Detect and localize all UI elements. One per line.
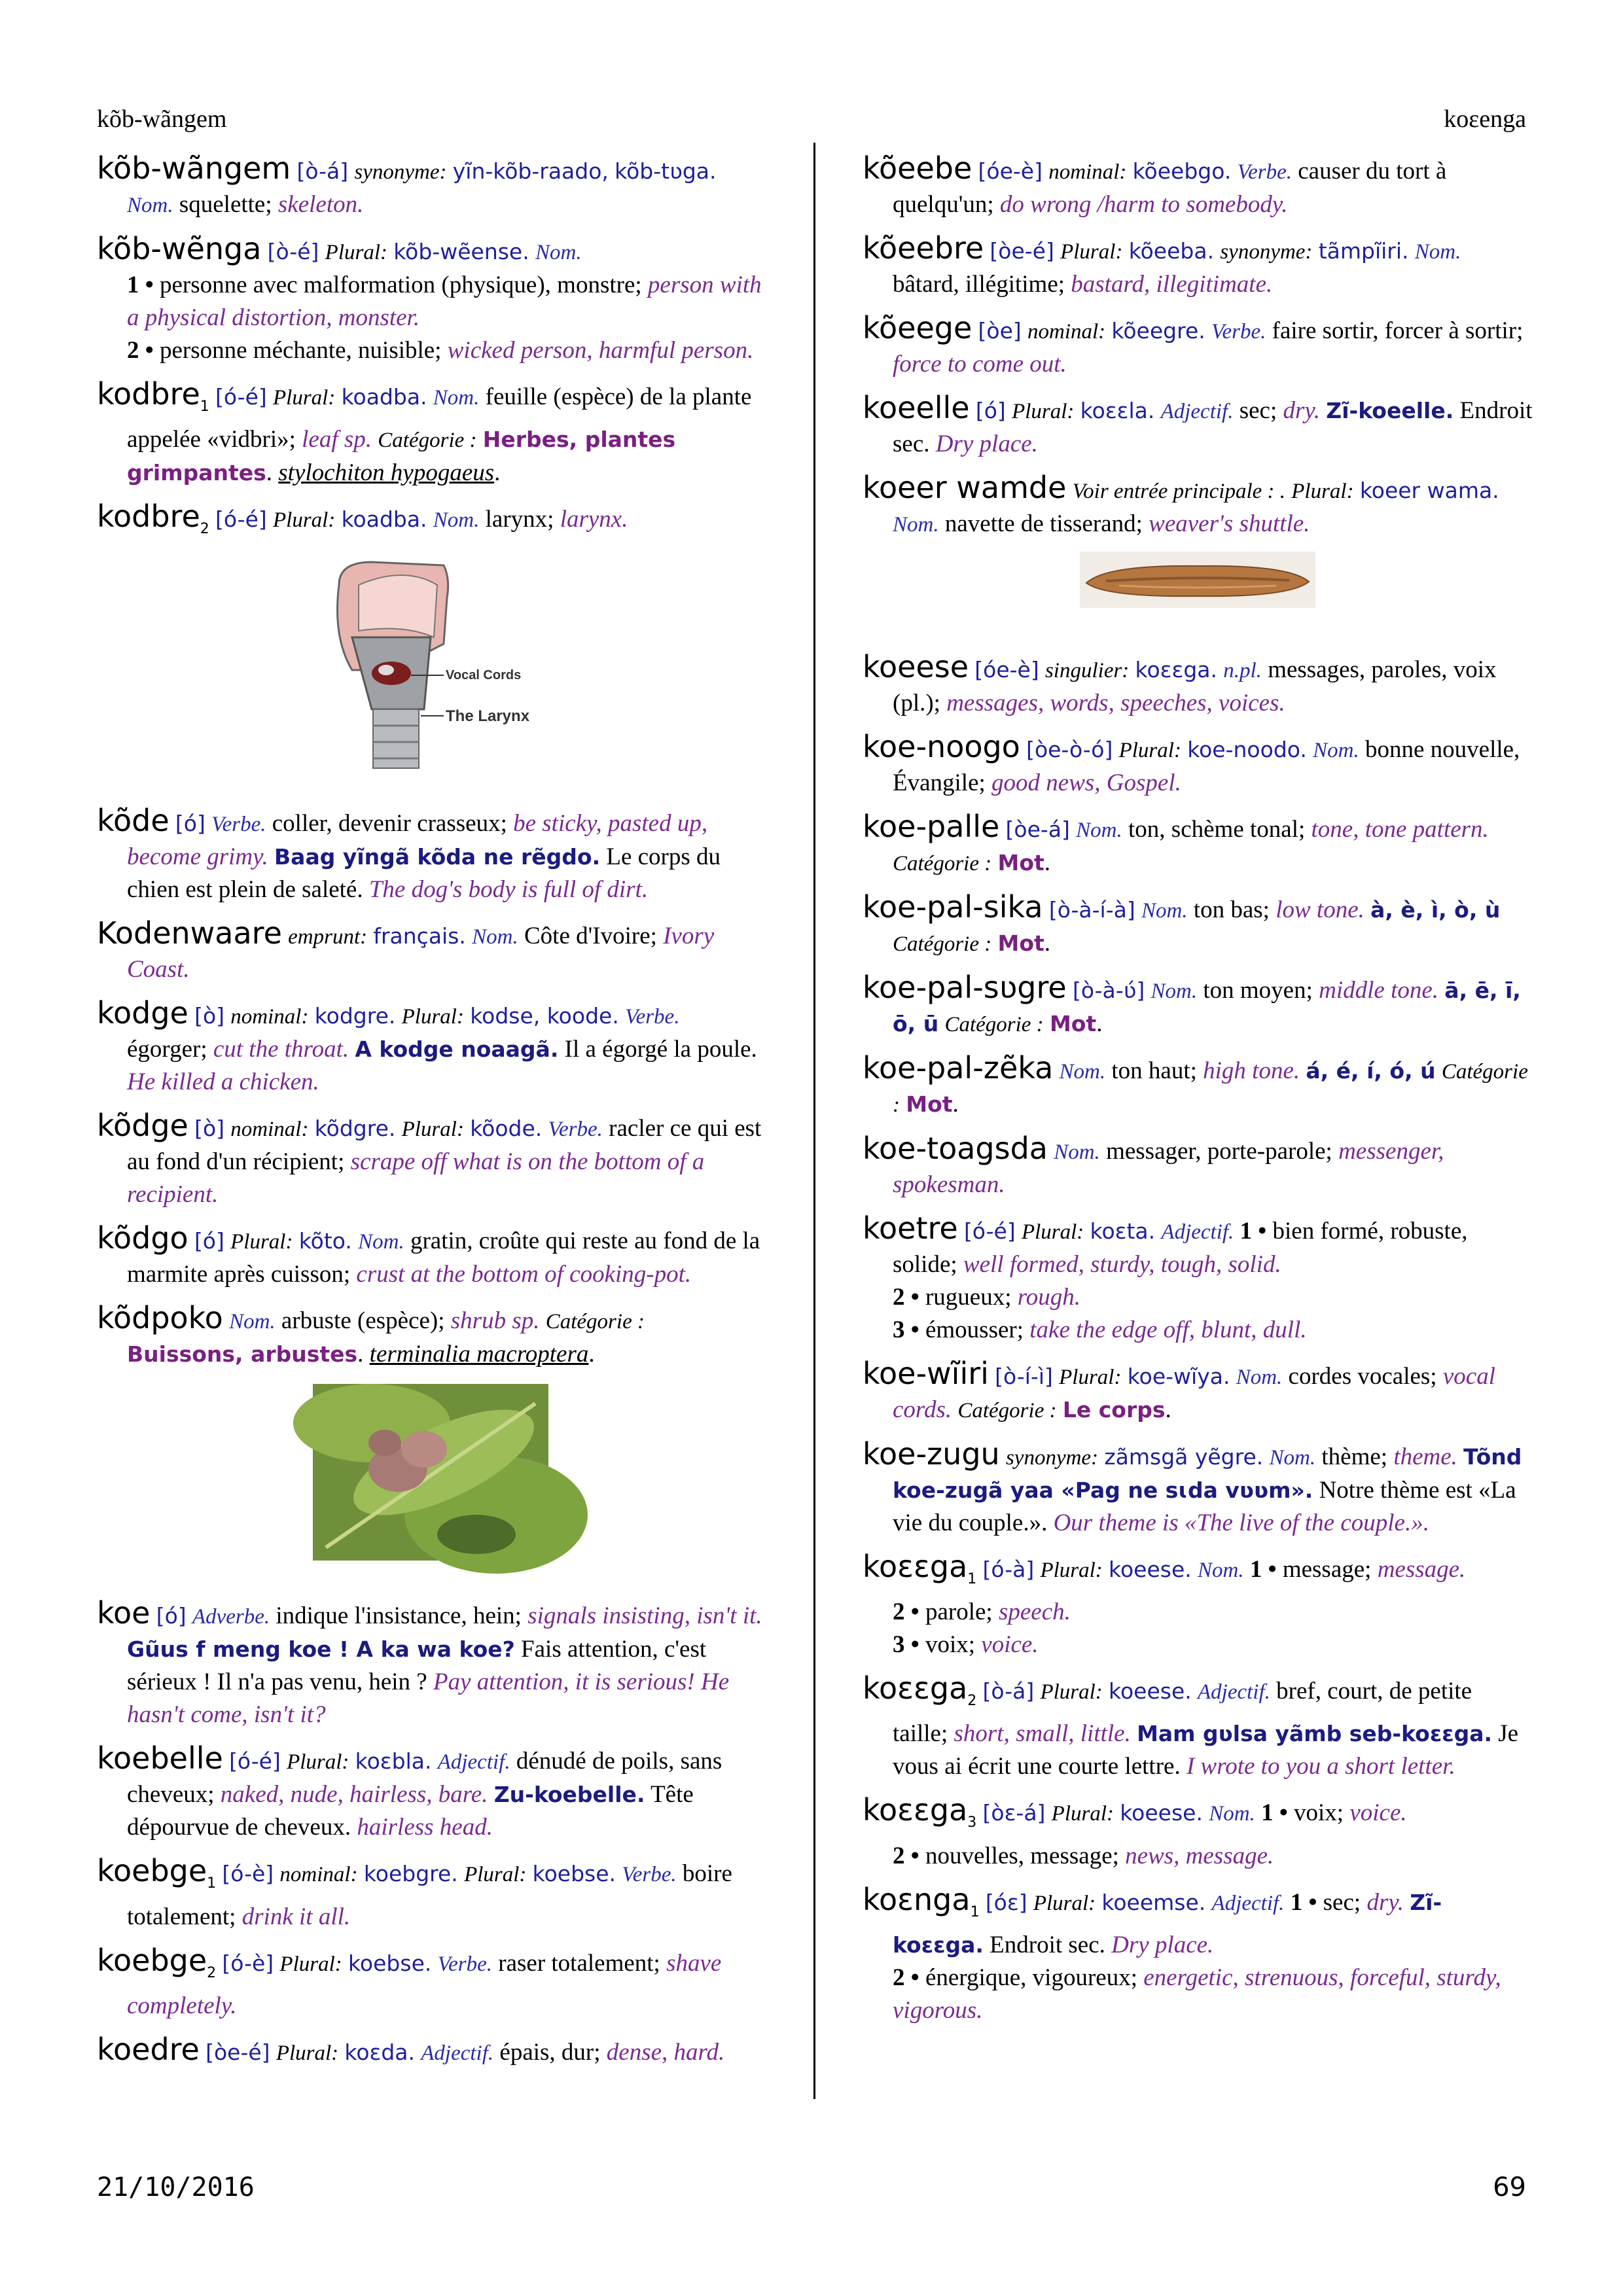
sense: 3 • voix; voice. xyxy=(893,1631,1039,1659)
category-link[interactable]: Herbes, plantes grimpantes xyxy=(127,427,676,486)
category-link[interactable]: Buissons, arbustes xyxy=(127,1341,358,1368)
headword: koeelle xyxy=(863,390,970,425)
headword: koe-toagsda xyxy=(863,1131,1048,1166)
shrub-image xyxy=(313,1384,548,1561)
headword: koɛɛga$_1$ xyxy=(863,1549,977,1588)
headword: kõdgo xyxy=(97,1220,188,1256)
headword: koɛɛga$_2$ xyxy=(863,1670,977,1710)
sense: 2 • parole; speech. xyxy=(893,1598,1071,1626)
category-link[interactable]: Mot xyxy=(997,850,1044,875)
category-link[interactable]: Mot xyxy=(1049,1011,1097,1036)
headword: koetre xyxy=(863,1210,958,1246)
entry-koeega-3: koɛɛga$_3$ [òɛ-á] Plural: koeese. Nom. 1 • voix; voice. 2 • nouvelles, message; news, message. xyxy=(863,1793,1533,1872)
headword: koedre xyxy=(97,2031,200,2067)
entry-koe-wiiri: koe-wĩiri [ò-í-ì] Plural: koe-wĩya. Nom. cordes vocales; vocal cords. Catégorie : Le corps. xyxy=(863,1356,1495,1423)
headword: kõb-wẽnga xyxy=(97,231,262,266)
entry-koe-palle: koe-palle [òe-á] Nom. ton, schème tonal; tone, tone pattern. Catégorie : Mot. xyxy=(863,809,1489,876)
headword: kodbre$_1$ xyxy=(97,376,209,415)
entry-kodge-2: kõdge [ò] nominal: kõdgre. Plural: kõode. Verbe. racler ce qui est au fond d'un récipient; scrape off what is on the bottom of a recipient. xyxy=(97,1108,762,1209)
entry-koebge-1: koebge$_1$ [ó-è] nominal: koebgre. Plural: koebse. Verbe. boire totalement; drink it all. xyxy=(97,1853,732,1930)
headword: koe-palle xyxy=(863,809,1000,844)
entry-koe-noogo: koe-noogo [òe-ò-ó] Plural: koe-noodo. Nom. bonne nouvelle, Évangile; good news, Gospel. xyxy=(863,729,1520,796)
larynx-illustration xyxy=(313,559,764,778)
headword: koe-pal-zẽka xyxy=(863,1050,1054,1086)
headword: kõb-wãngem xyxy=(97,150,291,186)
entry-koeege: kõeege [òe] nominal: kõeegre. Verbe. faire sortir, forcer à sortir; force to come out. xyxy=(863,310,1524,378)
column-divider xyxy=(813,143,815,2099)
headword: kõde xyxy=(97,803,169,839)
headword: koeese xyxy=(863,649,969,684)
headword: koebge$_2$ xyxy=(97,1942,217,1981)
headword: koe-noogo xyxy=(863,729,1020,764)
header-first-word: kõb-wãngem xyxy=(97,105,227,133)
headword: koe-wĩiri xyxy=(863,1356,989,1391)
headword: Kodenwaare xyxy=(97,915,282,951)
entry-koedre: koedre [òe-é] Plural: koɛda. Adjectif. épais, dur; dense, hard. xyxy=(97,2031,725,2067)
label-larynx: The Larynx xyxy=(446,707,530,726)
sense: 3 • émousser; take the edge off, blunt, dull. xyxy=(893,1316,1307,1343)
entry-koe: koe [ó] Adverbe. indique l'insistance, hein; signals insisting, isn't it. Gũus f meng koe ! A ka wa koe? Fais attention, c'est sérieux ! Il n'a pas venu, hein ? Pay attention, it is serious! He hasn't come, isn't it? xyxy=(97,1595,762,1729)
entry-kodenwaare: Kodenwaare emprunt: français. Nom. Côte d'Ivoire; Ivory Coast. xyxy=(97,915,715,983)
print-date: 21/10/2016 xyxy=(97,2172,255,2202)
sense: 2 • rugueux; rough. xyxy=(893,1284,1081,1311)
headword: kõeebre xyxy=(863,230,984,266)
entry-koe-toagsda: koe-toagsda Nom. messager, porte-parole; messenger, spokesman. xyxy=(863,1131,1444,1198)
category-link[interactable]: Mot xyxy=(906,1091,953,1117)
headword: kõeebe xyxy=(863,150,972,186)
entry-kob-wenga: kõb-wẽnga [ò-é] Plural: kõb-wẽense. Nom. 1 • personne avec malformation (physique), monstre; person with a physical distortion, monster. 2 • personne méchante, nuisible; wicked person, harmful person. xyxy=(97,232,764,367)
entry-kodbre-1: kodbre$_1$ [ó-é] Plural: koadba. Nom. feuille (espèce) de la plante appelée «vidbri»; leaf sp. Catégorie : Herbes, plantes grimpantes. stylochiton hypogaeus. xyxy=(97,376,752,487)
left-column xyxy=(97,152,764,2080)
entry-koenga-1: koɛnga$_1$ [óɛ] Plural: koeemse. Adjectif. 1 • sec; dry. Zĩ-koɛɛga. Endroit sec. Dry place. 2 • énergique, vigoureux; energetic, strenuous, forceful, sturdy, vigorous. xyxy=(863,1883,1533,2027)
entry-kodbre-2: kodbre$_2$ [ó-é] Plural: koadba. Nom. larynx; larynx. xyxy=(97,499,628,538)
page-header xyxy=(97,105,1526,144)
entry-koeese: koeese [óe-è] singulier: koɛɛga. n.pl. messages, paroles, voix (pl.); messages, words, speeches, voices. xyxy=(863,649,1497,716)
headword: koebelle xyxy=(97,1740,223,1776)
entry-kodgo: kõdgo [ó] Plural: kõto. Nom. gratin, croûte qui reste au fond de la marmite après cuisson; crust at the bottom of cooking-pot. xyxy=(97,1220,760,1288)
headword: koe-zugu xyxy=(863,1436,1000,1472)
headword: kõdge xyxy=(97,1108,188,1144)
page-number: 69 xyxy=(1493,2172,1526,2202)
entry-koebelle: koebelle [ó-é] Plural: koɛbla. Adjectif. dénudé de poils, sans cheveux; naked, nude, hairless, bare. Zu-koebelle. Tête dépourvue de cheveux. hairless head. xyxy=(97,1740,722,1841)
label-vocal-cords: Vocal Cords xyxy=(446,668,522,683)
category-link[interactable]: Le corps xyxy=(1062,1397,1166,1422)
sense: 2 • énergique, vigoureux; energetic, strenuous, forceful, sturdy, vigorous. xyxy=(893,1964,1501,2024)
larynx-image xyxy=(313,559,530,775)
entry-kodge: kodge [ò] nominal: kodgre. Plural: kodse, koode. Verbe. égorger; cut the throat. A kodge noaagã. Il a égorgé la poule. He killed a chicken. xyxy=(97,995,757,1096)
headword: kodbre$_2$ xyxy=(97,499,209,538)
sense: 1 • personne avec malformation (physique), monstre; person with a physical distortion, monster. xyxy=(127,272,762,331)
entry-koeebre: kõeebre [òe-é] Plural: kõeeba. synonyme: tãmpĩiri. Nom. bâtard, illégitime; bastard, illegitimate. xyxy=(863,230,1461,298)
header-last-word: koɛenga xyxy=(1444,105,1526,133)
shuttle-photo xyxy=(1080,552,1533,611)
headword: koɛɛga$_3$ xyxy=(863,1792,977,1831)
entry-koe-pal-sugre: koe-pal-sʋgre [ò-à-ʋ́] Nom. ton moyen; middle tone. ā, ē, ī, ō, ū Catégorie : Mot. xyxy=(863,970,1521,1037)
category-link[interactable]: Mot xyxy=(997,930,1044,956)
entry-koe-pal-sika: koe-pal-sika [ò-à-í-à] Nom. ton bas; low tone. à, è, ì, ò, ù Catégorie : Mot. xyxy=(863,889,1501,957)
sense: 2 • personne méchante, nuisible; wicked person, harmful person. xyxy=(127,337,754,364)
entry-kob-wangem: kõb-wãngem [ò-á] synonyme: yĩn-kõb-raado, kõb-tʋga. Nom. squelette; skeleton. xyxy=(97,150,717,218)
sense: 2 • nouvelles, message; news, message. xyxy=(893,1842,1274,1869)
headword: koɛnga$_1$ xyxy=(863,1881,980,1920)
entry-koebge-2: koebge$_2$ [ó-è] Plural: koebse. Verbe. raser totalement; shave completely. xyxy=(97,1942,722,2019)
entry-koeega-2: koɛɛga$_2$ [ò-á] Plural: koeese. Adjectif. bref, court, de petite taille; short, small, little. Mam gʋlsa yãmb seb-koɛɛga. Je vous ai écrit une courte lettre. I wrote to you a short letter. xyxy=(863,1670,1519,1780)
entry-koeer-wamde: koeer wamde Voir entrée principale : . Plural: koeer wama. Nom. navette de tisserand; weaver's shuttle. xyxy=(863,470,1499,537)
headword: koe-pal-sika xyxy=(863,889,1043,925)
right-column xyxy=(863,152,1533,2038)
headword: koe xyxy=(97,1595,151,1631)
entry-koeebe: kõeebe [óe-è] nominal: kõeebgo. Verbe. causer du tort à quelqu'un; do wrong /harm to somebody. xyxy=(863,150,1447,218)
entry-kodpoko: kõdpoko Nom. arbuste (espèce); shrub sp. Catégorie : Buissons, arbustes. terminalia macroptera. xyxy=(97,1300,645,1368)
headword: koe-pal-sʋgre xyxy=(863,970,1067,1005)
entry-koe-zugu: koe-zugu synonyme: zãmsgã yẽgre. Nom. thème; theme. Tõnd koe-zugã yaa «Pag ne sɩda vʋʋm». Notre thème est «La vie du couple.». Our theme is «The live of the couple.». xyxy=(863,1436,1522,1536)
headword: kõeege xyxy=(863,310,972,345)
headword: kõdpoko xyxy=(97,1300,223,1336)
entry-koe-pal-zeka: koe-pal-zẽka Nom. ton haut; high tone. á, é, í, ó, ú Catégorie : Mot. xyxy=(863,1050,1528,1118)
entry-koetre: koetre [ó-é] Plural: koɛta. Adjectif. 1 • bien formé, robuste, solide; well formed, sturdy, tough, solid. 2 • rugueux; rough. 3 • émousser; take the edge off, blunt, dull. xyxy=(863,1212,1533,1347)
entry-koeelle: koeelle [ó] Plural: koɛɛla. Adjectif. sec; dry. Zĩ-koeelle. Endroit sec. Dry place. xyxy=(863,390,1533,457)
entry-kode: kõde [ó] Verbe. coller, devenir crasseux; be sticky, pasted up, become grimy. Baag yĩngã kõda ne rẽgdo. Le corps du chien est plein de saleté. The dog's body is full of dirt. xyxy=(97,803,721,904)
headword: koeer wamde xyxy=(863,470,1067,505)
headword: koebge$_1$ xyxy=(97,1853,217,1892)
headword: kodge xyxy=(97,995,188,1031)
shrub-photo xyxy=(313,1384,764,1564)
shuttle-image xyxy=(1080,552,1315,608)
entry-koeega-1: koɛɛga$_1$ [ó-à] Plural: koeese. Nom. 1 • message; message. 2 • parole; speech. 3 • voix; voice. xyxy=(863,1550,1533,1661)
